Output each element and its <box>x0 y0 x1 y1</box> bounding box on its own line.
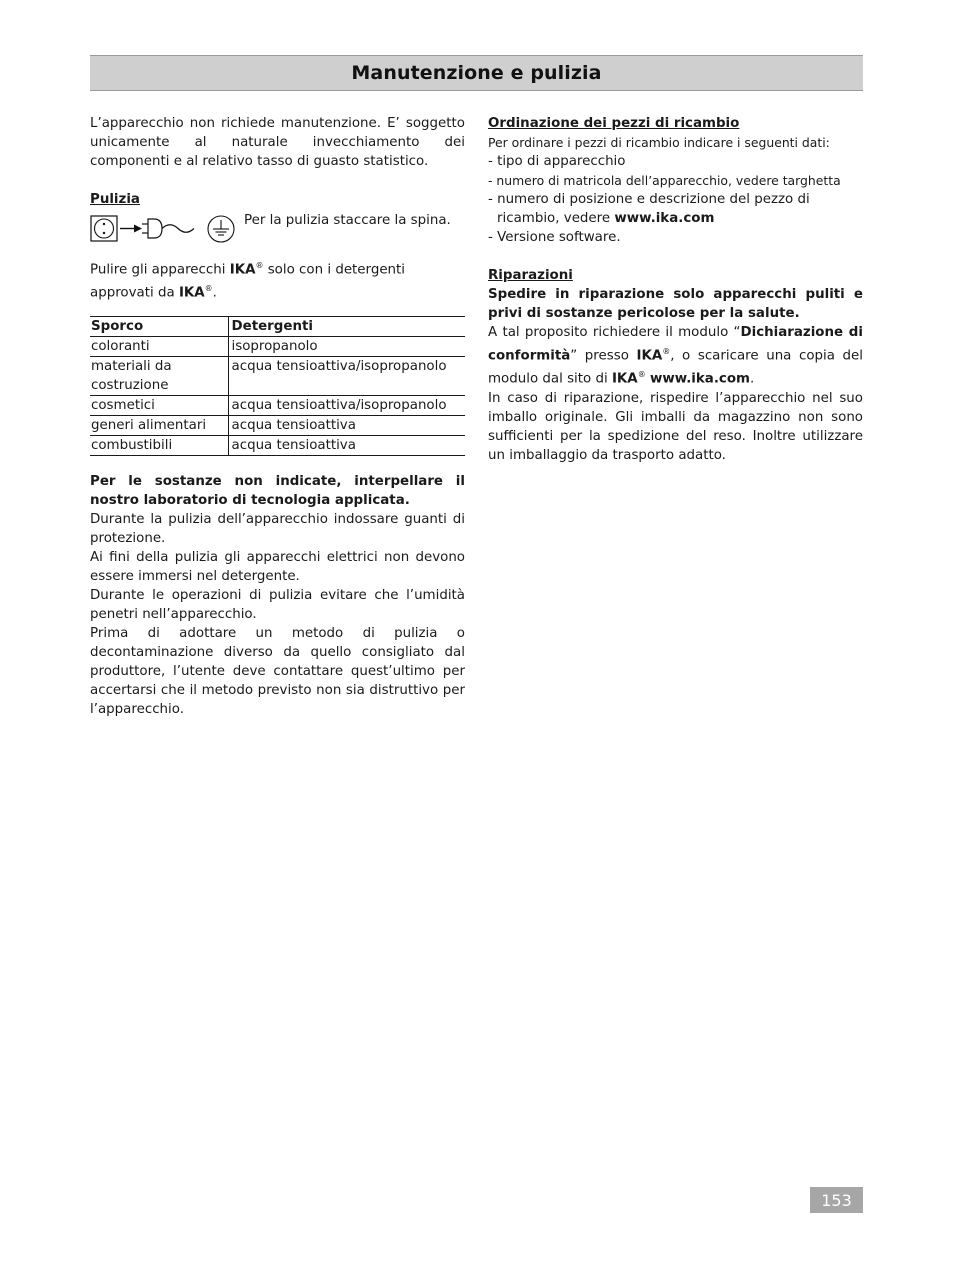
unplug-diagram <box>90 213 238 243</box>
repairs-heading: Riparazioni <box>488 268 573 283</box>
gloves-paragraph: Durante la pulizia dell’apparecchio indossare guanti di protezione. <box>90 511 465 546</box>
repairs-warning: Spedire in riparazione solo apparecchi puliti e privi di sostanze pericolose per la salute. <box>488 287 863 321</box>
website-link[interactable]: www.ika.com <box>649 371 751 387</box>
dirt-cell: materiali da costruzione <box>90 356 228 395</box>
page-title: Manutenzione e pulizia <box>351 61 602 84</box>
table-row <box>90 435 465 455</box>
brand-name: IKA <box>178 285 205 301</box>
table-row <box>90 356 465 395</box>
cleaning-heading: Pulizia <box>90 192 140 207</box>
detergent-table <box>90 316 465 456</box>
power-socket-icon <box>91 216 117 241</box>
unlisted-substances-note: Per le sostanze non indicate, interpellare il nostro laboratorio di tecnologia applicata. <box>90 473 465 508</box>
packaging-paragraph: In caso di riparazione, rispedire l’apparecchio nel suo imballo originale. Gli imballi da magazzino non sono sufficienti per la spedizione del reso. Inoltre utilizzare un imballaggio da trasporto adatto. <box>488 390 863 463</box>
table-header-row <box>90 316 465 336</box>
dirt-cell: coloranti <box>90 336 228 356</box>
immersion-paragraph: Ai fini della pulizia gli apparecchi elettrici non devono essere immersi nel detergente. <box>90 549 465 584</box>
unplug-instruction <box>90 211 465 245</box>
detergent-cell: acqua tensioattiva/isopropanolo <box>228 356 465 395</box>
spare-parts-heading: Ordinazione dei pezzi di ricambio <box>488 116 740 131</box>
table-row <box>90 336 465 356</box>
column-header-dirt: Sporco <box>90 316 228 336</box>
dirt-cell: combustibili <box>90 435 228 455</box>
dirt-cell: generi alimentari <box>90 415 228 435</box>
detergent-cell: acqua tensioattiva <box>228 435 465 455</box>
brand-name: IKA <box>611 371 638 387</box>
repairs-form-paragraph: A tal proposito richiedere il modulo “Dichiarazione di conformità” presso IKA®, o scaricare una copia del modulo dal sito di IKA® www.ika.com. <box>488 325 863 387</box>
detergent-cell: isopropanolo <box>228 336 465 356</box>
column-header-detergent: Detergenti <box>228 316 465 336</box>
brand-name: IKA <box>229 262 256 278</box>
declaration-form-name: Dichiarazione di conformità <box>488 325 863 364</box>
left-column <box>90 114 465 719</box>
intro-paragraph: L’apparecchio non richiede manutenzione. E’ soggetto unicamente al naturale invecchiamento dei componenti e al relativo tasso di guasto statistico. <box>90 116 465 169</box>
website-link[interactable]: www.ika.com <box>614 211 715 226</box>
table-row <box>90 415 465 435</box>
dirt-cell: cosmetici <box>90 395 228 415</box>
arrow-right-icon <box>120 225 142 233</box>
list-item: - numero di matricola dell’apparecchio, vedere targhetta <box>488 173 841 188</box>
detergent-cell: acqua tensioattiva/isopropanolo <box>228 395 465 415</box>
list-item: - numero di posizione e descrizione del pezzo di ricambio, vedere www.ika.com <box>488 192 810 226</box>
spare-parts-intro: Per ordinare i pezzi di ricambio indicare i seguenti dati: <box>488 135 830 150</box>
unplug-caption: Per la pulizia staccare la spina. <box>244 213 451 228</box>
decontamination-paragraph: Prima di adottare un metodo di pulizia o decontaminazione diverso da quello consigliato dal produttore, l’utente deve contattare quest’ultimo per accertarsi che il metodo previsto non sia distruttivo per l’apparecchio. <box>90 625 465 717</box>
right-column <box>488 114 863 465</box>
approved-detergents-paragraph: Pulire gli apparecchi IKA® solo con i detergenti approvati da IKA®. <box>90 261 406 301</box>
moisture-paragraph: Durante le operazioni di pulizia evitare che l’umidità penetri nell’apparecchio. <box>90 587 465 622</box>
page-number: 153 <box>810 1187 863 1213</box>
list-item: - Versione software. <box>488 230 621 245</box>
table-row <box>90 395 465 415</box>
list-item: - tipo di apparecchio <box>488 154 626 169</box>
ground-icon <box>208 216 234 242</box>
title-bar <box>90 55 863 91</box>
plug-icon <box>142 219 194 238</box>
brand-name: IKA <box>636 348 663 364</box>
detergent-cell: acqua tensioattiva <box>228 415 465 435</box>
